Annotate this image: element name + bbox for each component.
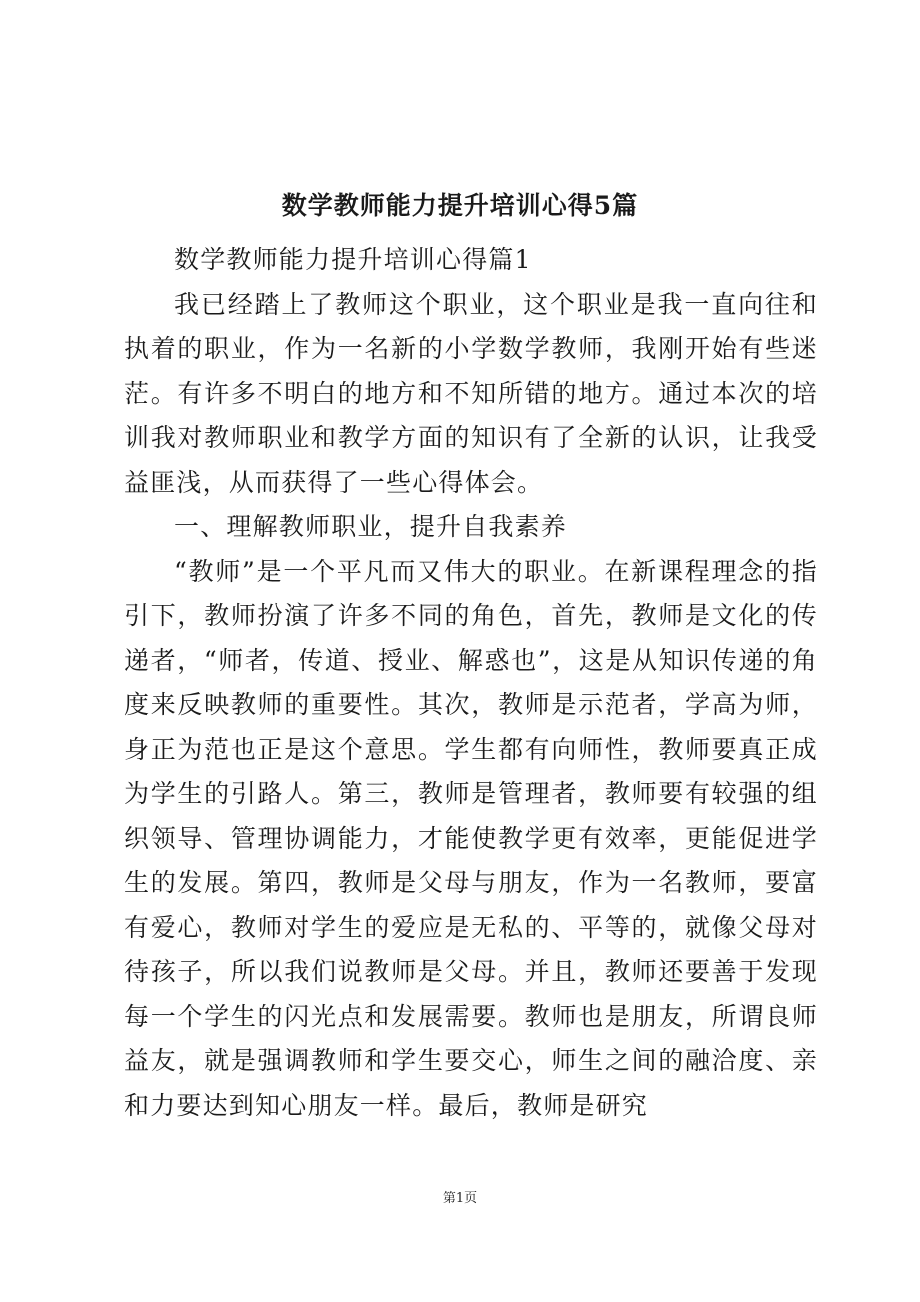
paragraph-teacher-roles: “教师”是一个平凡而又伟大的职业。在新课程理念的指引下，教师扮演了许多不同的角色，首先，教师是文化的传递者，“师者，传道、授业、解惑也”，这是从知识传递的角度来反映教师的重要性。其次，教师是示范者，学高为师，身正为范也正是这个意思。学生都有向师性，教师要真正成为学生的引路人。第三，教师是管理者，教师要有较强的组织领导、管理协调能力，才能使教学更有效率，更能促进学生的发展。第四，教师是父母与朋友，作为一名教师，要富有爱心，教师对学生的爱应是无私的、平等的，就像父母对待孩子，所以我们说教师是父母。并且，教师还要善于发现每一个学生的闪光点和发展需要。教师也是朋友，所谓良师益友，就是强调教师和学生要交心，师生之间的融洽度、亲和力要达到知心朋友一样。最后，教师是研究 [124,556,818,1120]
subheading-understand-profession: 一、理解教师职业，提升自我素养 [174,512,568,541]
page-number: 第1页 [442,1191,478,1206]
document-body [124,238,818,1128]
section-heading: 数学教师能力提升培训心得篇1 [174,245,532,274]
document-title: 数学教师能力提升培训心得5篇 [281,191,639,220]
paragraph-intro: 我已经踏上了教师这个职业，这个职业是我一直向往和执着的职业，作为一名新的小学数学教师，我刚开始有些迷茫。有许多不明白的地方和不知所错的地方。通过本次的培训我对教师职业和教学方面的知识有了全新的认识，让我受益匪浅，从而获得了一些心得体会。 [124,289,818,497]
